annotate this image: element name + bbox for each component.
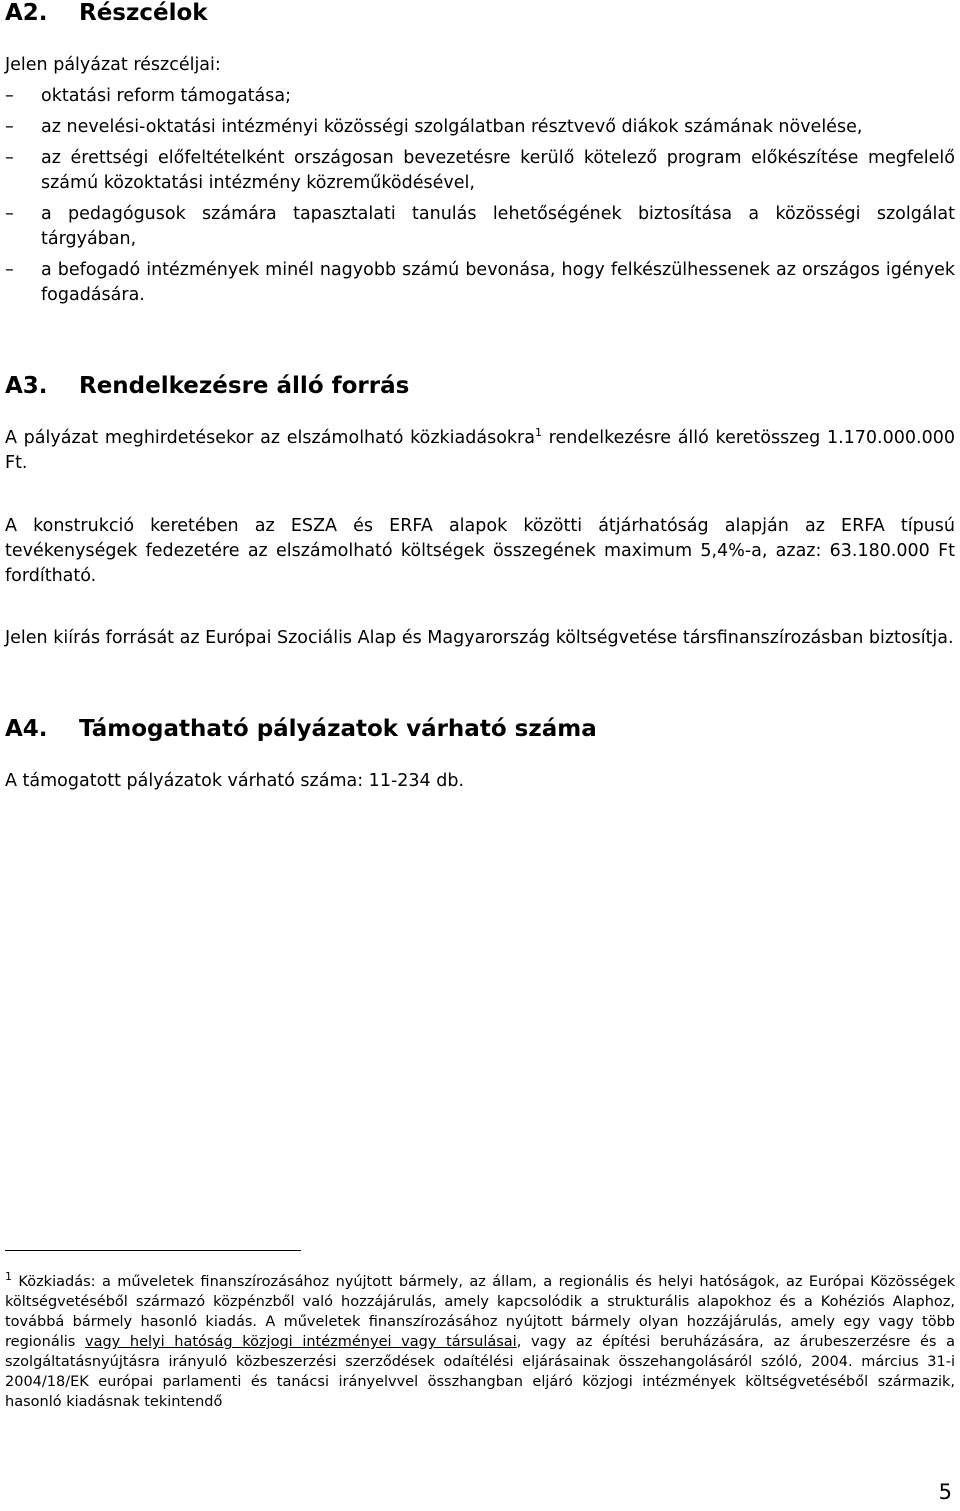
dash-marker: – [5,204,14,224]
footnote: $^1$ Közkiadás: a műveletek finanszírozásához nyújtott bármely, az állam, a regionális és helyi hatóságok, az Európai Közösségek költségvetéséből származó közpénzből való hozzájárulás, amely kapcsolódik a strukturális alapokhoz és a Kohéziós Alaphoz, továbbá bármely hasonló kiadás. A műveletek finanszírozásához nyújtott bármely olyan hozzájárulás, amely egy vagy több regionális vagy helyi hatóság közjogi intézményei vagy társulásai, vagy az építési beruházására, az árubeszerzésre és a szolgáltatásnyújtásra irányuló közbeszerzési szerződések odaítélési eljárásainak összehangolásáról szóló, 2004. március 31-i 2004/18/EK európai parlamenti és tanácsi irányelvvel összhangban eljáró közjogi intézmények költségvetéséből származik, hasonló kiadásnak tekintendő [5,1270,955,1410]
section-number: A4. [5,716,48,742]
dash-marker: – [5,260,14,280]
dash-marker: – [5,148,14,168]
expected-count-paragraph: A támogatott pályázatok várható száma: 11-234 db. [5,771,465,791]
budget-paragraph: A pályázat meghirdetésekor az elszámolható közkiadásokra$^1$ rendelkezésre álló keretösszeg 1.170.000.000 Ft. [5,426,955,473]
section-number: A2. [5,0,48,26]
section-title-text: Részcélok [79,0,208,26]
list-item: – az érettségi előfeltételként országosan bevezetésre kerülő kötelező program előkészítése megfelelő számú közoktatási intézmény közreműködésével, [5,148,955,193]
section-number: A3. [5,373,48,399]
intro-text: Jelen pályázat részcéljai: [5,55,221,75]
objectives-list [5,84,955,308]
erfa-paragraph: A konstrukció keretében az ESZA és ERFA alapok közötti átjárhatóság alapján az ERFA típusú tevékenységek fedezetére az elszámolható költségek összegének maximum 5,4%-a, azaz: 63.180.000 Ft fordítható. [5,516,955,586]
section-title-a4 [5,716,597,742]
footnote-divider [5,1250,301,1251]
funding-source-paragraph: Jelen kiírás forrását az Európai Szociális Alap és Magyarország költségvetése társfinanszírozásban biztosítja. [5,628,954,648]
dash-marker: – [5,117,14,137]
section-title-text: Támogatható pályázatok várható száma [79,716,597,742]
footnote-ref: 1 [534,426,542,440]
section-title-a2 [5,0,208,26]
section-title-a3 [5,373,409,399]
footnote-marker: 1 [5,1270,12,1284]
section-title-text: Rendelkezésre álló forrás [79,373,410,399]
list-item: – a befogadó intézmények minél nagyobb számú bevonása, hogy felkészülhessenek az országos igények fogadására. [5,260,955,305]
list-item: – oktatási reform támogatása; [5,84,955,109]
dash-marker: – [5,86,14,106]
list-item: – a pedagógusok számára tapasztalati tanulás lehetőségének biztosítása a közösségi szolgálat tárgyában, [5,204,955,249]
page-number: 5 [938,1480,952,1504]
underlined-text: vagy helyi hatóság közjogi intézményei vagy társulásai [85,1334,517,1350]
list-item: – az nevelési-oktatási intézményi közösségi szolgálatban résztvevő diákok számának növelése, [5,115,955,140]
